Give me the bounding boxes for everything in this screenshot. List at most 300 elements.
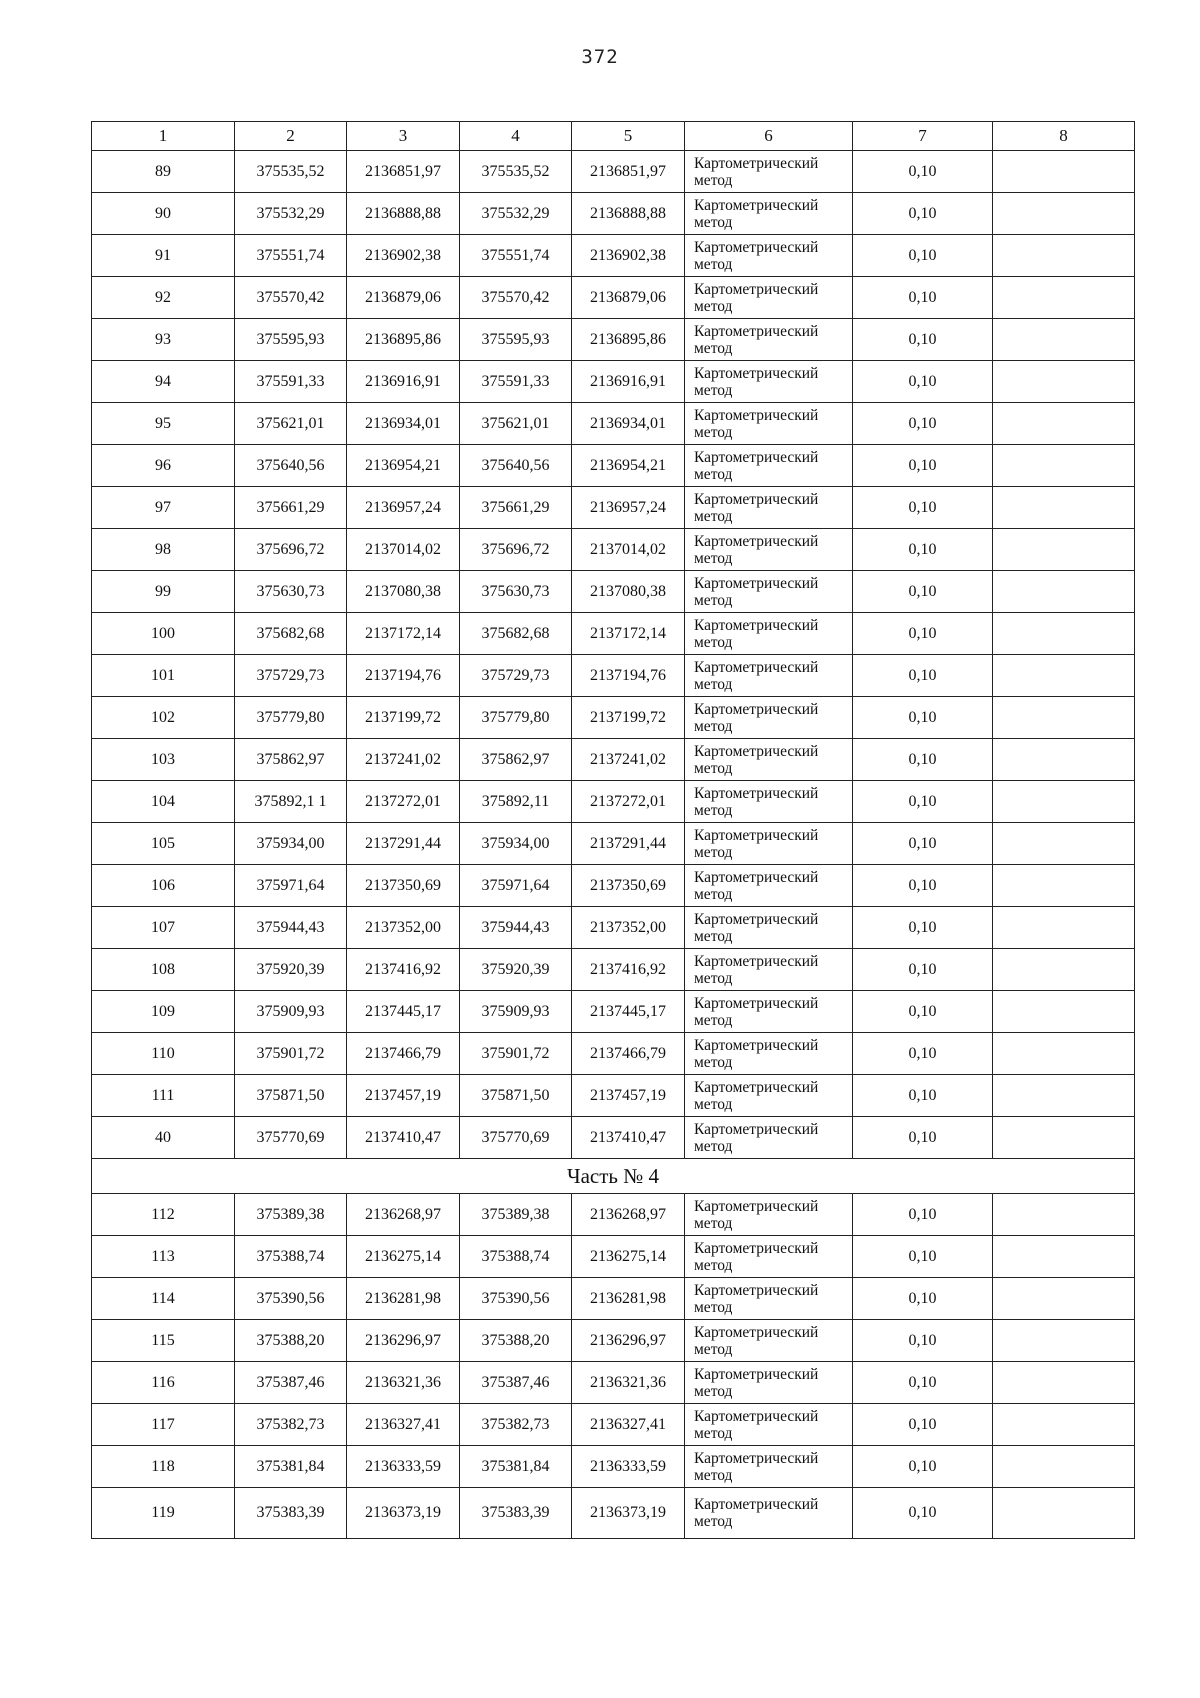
- point-number-cell: 116: [92, 1362, 235, 1404]
- notes-cell: [993, 655, 1135, 697]
- method-cell: Картометрический метод: [685, 1320, 853, 1362]
- point-number-cell: 93: [92, 319, 235, 361]
- y-coordinate-cell: 2136851,97: [347, 151, 460, 193]
- y-coordinate-cell: 2136275,14: [347, 1236, 460, 1278]
- x-coordinate-cell: 375971,64: [235, 865, 347, 907]
- notes-cell: [993, 1033, 1135, 1075]
- notes-cell: [993, 445, 1135, 487]
- y-coordinate-cell: 2136916,91: [572, 361, 685, 403]
- x-coordinate-cell: 375387,46: [460, 1362, 572, 1404]
- y-coordinate-cell: 2137241,02: [572, 739, 685, 781]
- accuracy-cell: 0,10: [853, 655, 993, 697]
- accuracy-cell: 0,10: [853, 361, 993, 403]
- point-number-cell: 104: [92, 781, 235, 823]
- coordinates-table: [91, 121, 1135, 1539]
- notes-cell: [993, 487, 1135, 529]
- point-number-cell: 91: [92, 235, 235, 277]
- x-coordinate-cell: 375389,38: [235, 1194, 347, 1236]
- page-number: 372: [581, 46, 619, 68]
- method-cell: Картометрический метод: [685, 487, 853, 529]
- notes-cell: [993, 235, 1135, 277]
- table-row: [92, 1075, 1135, 1117]
- y-coordinate-cell: 2137416,92: [572, 949, 685, 991]
- x-coordinate-cell: 375682,68: [235, 613, 347, 655]
- method-cell: Картометрический метод: [685, 865, 853, 907]
- notes-cell: [993, 865, 1135, 907]
- table-row: [92, 991, 1135, 1033]
- point-number-cell: 114: [92, 1278, 235, 1320]
- x-coordinate-cell: 375551,74: [235, 235, 347, 277]
- y-coordinate-cell: 2137291,44: [572, 823, 685, 865]
- x-coordinate-cell: 375388,20: [235, 1320, 347, 1362]
- table-row: [92, 1117, 1135, 1159]
- x-coordinate-cell: 375920,39: [460, 949, 572, 991]
- point-number-cell: 102: [92, 697, 235, 739]
- x-coordinate-cell: 375389,38: [460, 1194, 572, 1236]
- method-cell: Картометрический метод: [685, 1236, 853, 1278]
- x-coordinate-cell: 375383,39: [235, 1488, 347, 1539]
- table-row: [92, 865, 1135, 907]
- method-cell: Картометрический метод: [685, 655, 853, 697]
- y-coordinate-cell: 2137352,00: [572, 907, 685, 949]
- table-row: [92, 823, 1135, 865]
- x-coordinate-cell: 375551,74: [460, 235, 572, 277]
- x-coordinate-cell: 375944,43: [460, 907, 572, 949]
- point-number-cell: 108: [92, 949, 235, 991]
- x-coordinate-cell: 375570,42: [235, 277, 347, 319]
- y-coordinate-cell: 2136895,86: [572, 319, 685, 361]
- y-coordinate-cell: 2137080,38: [347, 571, 460, 613]
- column-header: 3: [347, 122, 460, 151]
- y-coordinate-cell: 2136954,21: [572, 445, 685, 487]
- notes-cell: [993, 907, 1135, 949]
- notes-cell: [993, 151, 1135, 193]
- x-coordinate-cell: 375779,80: [235, 697, 347, 739]
- accuracy-cell: 0,10: [853, 529, 993, 571]
- accuracy-cell: 0,10: [853, 403, 993, 445]
- table-row: [92, 1236, 1135, 1278]
- point-number-cell: 40: [92, 1117, 235, 1159]
- y-coordinate-cell: 2136333,59: [347, 1446, 460, 1488]
- table-row: [92, 613, 1135, 655]
- y-coordinate-cell: 2136895,86: [347, 319, 460, 361]
- method-cell: Картометрический метод: [685, 319, 853, 361]
- notes-cell: [993, 403, 1135, 445]
- x-coordinate-cell: 375901,72: [460, 1033, 572, 1075]
- accuracy-cell: 0,10: [853, 1236, 993, 1278]
- method-cell: Картометрический метод: [685, 1194, 853, 1236]
- y-coordinate-cell: 2136268,97: [572, 1194, 685, 1236]
- point-number-cell: 110: [92, 1033, 235, 1075]
- method-cell: Картометрический метод: [685, 1446, 853, 1488]
- point-number-cell: 115: [92, 1320, 235, 1362]
- y-coordinate-cell: 2136957,24: [572, 487, 685, 529]
- accuracy-cell: 0,10: [853, 1362, 993, 1404]
- x-coordinate-cell: 375388,74: [460, 1236, 572, 1278]
- notes-cell: [993, 193, 1135, 235]
- method-cell: Картометрический метод: [685, 445, 853, 487]
- x-coordinate-cell: 375944,43: [235, 907, 347, 949]
- notes-cell: [993, 1362, 1135, 1404]
- y-coordinate-cell: 2137457,19: [347, 1075, 460, 1117]
- y-coordinate-cell: 2137199,72: [572, 697, 685, 739]
- point-number-cell: 97: [92, 487, 235, 529]
- method-cell: Картометрический метод: [685, 1488, 853, 1539]
- table-row: [92, 1404, 1135, 1446]
- y-coordinate-cell: 2137350,69: [572, 865, 685, 907]
- y-coordinate-cell: 2137194,76: [347, 655, 460, 697]
- accuracy-cell: 0,10: [853, 865, 993, 907]
- table-body: [92, 122, 1135, 1539]
- x-coordinate-cell: 375621,01: [460, 403, 572, 445]
- y-coordinate-cell: 2136327,41: [572, 1404, 685, 1446]
- table-row: [92, 571, 1135, 613]
- notes-cell: [993, 781, 1135, 823]
- table-row: [92, 781, 1135, 823]
- table-row: [92, 529, 1135, 571]
- accuracy-cell: 0,10: [853, 613, 993, 655]
- notes-cell: [993, 613, 1135, 655]
- point-number-cell: 100: [92, 613, 235, 655]
- x-coordinate-cell: 375535,52: [235, 151, 347, 193]
- y-coordinate-cell: 2137172,14: [572, 613, 685, 655]
- y-coordinate-cell: 2136954,21: [347, 445, 460, 487]
- method-cell: Картометрический метод: [685, 907, 853, 949]
- method-cell: Картометрический метод: [685, 571, 853, 613]
- point-number-cell: 96: [92, 445, 235, 487]
- x-coordinate-cell: 375682,68: [460, 613, 572, 655]
- notes-cell: [993, 991, 1135, 1033]
- point-number-cell: 118: [92, 1446, 235, 1488]
- table-row: [92, 1194, 1135, 1236]
- column-header: 5: [572, 122, 685, 151]
- point-number-cell: 105: [92, 823, 235, 865]
- y-coordinate-cell: 2136327,41: [347, 1404, 460, 1446]
- x-coordinate-cell: 375390,56: [235, 1278, 347, 1320]
- point-number-cell: 99: [92, 571, 235, 613]
- table-row: [92, 151, 1135, 193]
- y-coordinate-cell: 2137410,47: [347, 1117, 460, 1159]
- point-number-cell: 111: [92, 1075, 235, 1117]
- method-cell: Картометрический метод: [685, 739, 853, 781]
- point-number-cell: 95: [92, 403, 235, 445]
- y-coordinate-cell: 2136934,01: [347, 403, 460, 445]
- notes-cell: [993, 739, 1135, 781]
- column-header: 6: [685, 122, 853, 151]
- method-cell: Картометрический метод: [685, 697, 853, 739]
- x-coordinate-cell: 375971,64: [460, 865, 572, 907]
- method-cell: Картометрический метод: [685, 1362, 853, 1404]
- notes-cell: [993, 1117, 1135, 1159]
- notes-cell: [993, 697, 1135, 739]
- accuracy-cell: 0,10: [853, 907, 993, 949]
- y-coordinate-cell: 2136281,98: [572, 1278, 685, 1320]
- point-number-cell: 103: [92, 739, 235, 781]
- method-cell: Картометрический метод: [685, 403, 853, 445]
- x-coordinate-cell: 375901,72: [235, 1033, 347, 1075]
- x-coordinate-cell: 375630,73: [235, 571, 347, 613]
- x-coordinate-cell: 375770,69: [235, 1117, 347, 1159]
- x-coordinate-cell: 375892,11: [460, 781, 572, 823]
- point-number-cell: 113: [92, 1236, 235, 1278]
- table-row: [92, 949, 1135, 991]
- table-row: [92, 655, 1135, 697]
- x-coordinate-cell: 375390,56: [460, 1278, 572, 1320]
- y-coordinate-cell: 2137410,47: [572, 1117, 685, 1159]
- column-header: 8: [993, 122, 1135, 151]
- accuracy-cell: 0,10: [853, 1404, 993, 1446]
- notes-cell: [993, 1278, 1135, 1320]
- accuracy-cell: 0,10: [853, 445, 993, 487]
- x-coordinate-cell: 375640,56: [460, 445, 572, 487]
- notes-cell: [993, 1320, 1135, 1362]
- method-cell: Картометрический метод: [685, 949, 853, 991]
- table-row: [92, 193, 1135, 235]
- point-number-cell: 90: [92, 193, 235, 235]
- column-header: 4: [460, 122, 572, 151]
- notes-cell: [993, 1446, 1135, 1488]
- section-heading-row: [92, 1159, 1135, 1194]
- y-coordinate-cell: 2137172,14: [347, 613, 460, 655]
- y-coordinate-cell: 2137272,01: [347, 781, 460, 823]
- x-coordinate-cell: 375382,73: [235, 1404, 347, 1446]
- y-coordinate-cell: 2137291,44: [347, 823, 460, 865]
- accuracy-cell: 0,10: [853, 1033, 993, 1075]
- method-cell: Картометрический метод: [685, 1075, 853, 1117]
- point-number-cell: 98: [92, 529, 235, 571]
- table-row: [92, 739, 1135, 781]
- y-coordinate-cell: 2136888,88: [572, 193, 685, 235]
- point-number-cell: 119: [92, 1488, 235, 1539]
- method-cell: Картометрический метод: [685, 1117, 853, 1159]
- x-coordinate-cell: 375595,93: [235, 319, 347, 361]
- x-coordinate-cell: 375909,93: [235, 991, 347, 1033]
- table-row: [92, 697, 1135, 739]
- accuracy-cell: 0,10: [853, 1117, 993, 1159]
- x-coordinate-cell: 375595,93: [460, 319, 572, 361]
- accuracy-cell: 0,10: [853, 823, 993, 865]
- table-row: [92, 403, 1135, 445]
- accuracy-cell: 0,10: [853, 949, 993, 991]
- x-coordinate-cell: 375696,72: [235, 529, 347, 571]
- x-coordinate-cell: 375383,39: [460, 1488, 572, 1539]
- method-cell: Картометрический метод: [685, 1404, 853, 1446]
- y-coordinate-cell: 2136373,19: [572, 1488, 685, 1539]
- x-coordinate-cell: 375696,72: [460, 529, 572, 571]
- table-row: [92, 445, 1135, 487]
- y-coordinate-cell: 2137416,92: [347, 949, 460, 991]
- accuracy-cell: 0,10: [853, 571, 993, 613]
- y-coordinate-cell: 2136268,97: [347, 1194, 460, 1236]
- accuracy-cell: 0,10: [853, 1488, 993, 1539]
- x-coordinate-cell: 375934,00: [460, 823, 572, 865]
- accuracy-cell: 0,10: [853, 319, 993, 361]
- notes-cell: [993, 1075, 1135, 1117]
- x-coordinate-cell: 375532,29: [460, 193, 572, 235]
- x-coordinate-cell: 375381,84: [235, 1446, 347, 1488]
- x-coordinate-cell: 375729,73: [235, 655, 347, 697]
- table-row: [92, 361, 1135, 403]
- x-coordinate-cell: 375591,33: [460, 361, 572, 403]
- accuracy-cell: 0,10: [853, 1194, 993, 1236]
- y-coordinate-cell: 2137466,79: [572, 1033, 685, 1075]
- y-coordinate-cell: 2137194,76: [572, 655, 685, 697]
- x-coordinate-cell: 375892,1 1: [235, 781, 347, 823]
- y-coordinate-cell: 2137352,00: [347, 907, 460, 949]
- x-coordinate-cell: 375661,29: [235, 487, 347, 529]
- y-coordinate-cell: 2136902,38: [347, 235, 460, 277]
- table-row: [92, 235, 1135, 277]
- x-coordinate-cell: 375661,29: [460, 487, 572, 529]
- point-number-cell: 92: [92, 277, 235, 319]
- method-cell: Картометрический метод: [685, 277, 853, 319]
- point-number-cell: 106: [92, 865, 235, 907]
- y-coordinate-cell: 2137241,02: [347, 739, 460, 781]
- point-number-cell: 107: [92, 907, 235, 949]
- y-coordinate-cell: 2136296,97: [347, 1320, 460, 1362]
- y-coordinate-cell: 2137014,02: [347, 529, 460, 571]
- x-coordinate-cell: 375621,01: [235, 403, 347, 445]
- notes-cell: [993, 529, 1135, 571]
- accuracy-cell: 0,10: [853, 781, 993, 823]
- y-coordinate-cell: 2136934,01: [572, 403, 685, 445]
- x-coordinate-cell: 375388,74: [235, 1236, 347, 1278]
- method-cell: Картометрический метод: [685, 823, 853, 865]
- method-cell: Картометрический метод: [685, 529, 853, 571]
- method-cell: Картометрический метод: [685, 193, 853, 235]
- x-coordinate-cell: 375729,73: [460, 655, 572, 697]
- method-cell: Картометрический метод: [685, 1278, 853, 1320]
- accuracy-cell: 0,10: [853, 151, 993, 193]
- x-coordinate-cell: 375630,73: [460, 571, 572, 613]
- method-cell: Картометрический метод: [685, 781, 853, 823]
- section-heading: Часть № 4: [92, 1159, 1135, 1194]
- x-coordinate-cell: 375871,50: [460, 1075, 572, 1117]
- y-coordinate-cell: 2136281,98: [347, 1278, 460, 1320]
- point-number-cell: 101: [92, 655, 235, 697]
- x-coordinate-cell: 375862,97: [460, 739, 572, 781]
- y-coordinate-cell: 2136902,38: [572, 235, 685, 277]
- x-coordinate-cell: 375770,69: [460, 1117, 572, 1159]
- x-coordinate-cell: 375909,93: [460, 991, 572, 1033]
- accuracy-cell: 0,10: [853, 739, 993, 781]
- y-coordinate-cell: 2136321,36: [347, 1362, 460, 1404]
- method-cell: Картометрический метод: [685, 361, 853, 403]
- point-number-cell: 109: [92, 991, 235, 1033]
- x-coordinate-cell: 375779,80: [460, 697, 572, 739]
- accuracy-cell: 0,10: [853, 1320, 993, 1362]
- accuracy-cell: 0,10: [853, 487, 993, 529]
- x-coordinate-cell: 375381,84: [460, 1446, 572, 1488]
- y-coordinate-cell: 2136879,06: [347, 277, 460, 319]
- table-row: [92, 487, 1135, 529]
- x-coordinate-cell: 375535,52: [460, 151, 572, 193]
- column-header: 1: [92, 122, 235, 151]
- x-coordinate-cell: 375862,97: [235, 739, 347, 781]
- x-coordinate-cell: 375382,73: [460, 1404, 572, 1446]
- accuracy-cell: 0,10: [853, 277, 993, 319]
- x-coordinate-cell: 375532,29: [235, 193, 347, 235]
- x-coordinate-cell: 375570,42: [460, 277, 572, 319]
- table-row: [92, 907, 1135, 949]
- x-coordinate-cell: 375640,56: [235, 445, 347, 487]
- x-coordinate-cell: 375871,50: [235, 1075, 347, 1117]
- notes-cell: [993, 319, 1135, 361]
- table-row: [92, 319, 1135, 361]
- y-coordinate-cell: 2136957,24: [347, 487, 460, 529]
- notes-cell: [993, 1194, 1135, 1236]
- accuracy-cell: 0,10: [853, 697, 993, 739]
- accuracy-cell: 0,10: [853, 193, 993, 235]
- table-row: [92, 1446, 1135, 1488]
- y-coordinate-cell: 2136888,88: [347, 193, 460, 235]
- y-coordinate-cell: 2136879,06: [572, 277, 685, 319]
- y-coordinate-cell: 2137457,19: [572, 1075, 685, 1117]
- notes-cell: [993, 277, 1135, 319]
- x-coordinate-cell: 375387,46: [235, 1362, 347, 1404]
- point-number-cell: 117: [92, 1404, 235, 1446]
- header-row: [92, 122, 1135, 151]
- notes-cell: [993, 823, 1135, 865]
- table-row: [92, 1488, 1135, 1539]
- point-number-cell: 94: [92, 361, 235, 403]
- notes-cell: [993, 1236, 1135, 1278]
- table-row: [92, 1320, 1135, 1362]
- table-row: [92, 277, 1135, 319]
- y-coordinate-cell: 2136916,91: [347, 361, 460, 403]
- y-coordinate-cell: 2137080,38: [572, 571, 685, 613]
- accuracy-cell: 0,10: [853, 991, 993, 1033]
- y-coordinate-cell: 2137014,02: [572, 529, 685, 571]
- accuracy-cell: 0,10: [853, 1075, 993, 1117]
- y-coordinate-cell: 2137466,79: [347, 1033, 460, 1075]
- x-coordinate-cell: 375934,00: [235, 823, 347, 865]
- y-coordinate-cell: 2137350,69: [347, 865, 460, 907]
- notes-cell: [993, 1404, 1135, 1446]
- y-coordinate-cell: 2136296,97: [572, 1320, 685, 1362]
- table-row: [92, 1033, 1135, 1075]
- notes-cell: [993, 1488, 1135, 1539]
- notes-cell: [993, 361, 1135, 403]
- y-coordinate-cell: 2136275,14: [572, 1236, 685, 1278]
- y-coordinate-cell: 2137445,17: [572, 991, 685, 1033]
- table-row: [92, 1362, 1135, 1404]
- method-cell: Картометрический метод: [685, 151, 853, 193]
- column-header: 7: [853, 122, 993, 151]
- y-coordinate-cell: 2136321,36: [572, 1362, 685, 1404]
- accuracy-cell: 0,10: [853, 1278, 993, 1320]
- point-number-cell: 89: [92, 151, 235, 193]
- accuracy-cell: 0,10: [853, 1446, 993, 1488]
- column-header: 2: [235, 122, 347, 151]
- point-number-cell: 112: [92, 1194, 235, 1236]
- y-coordinate-cell: 2137272,01: [572, 781, 685, 823]
- y-coordinate-cell: 2137199,72: [347, 697, 460, 739]
- accuracy-cell: 0,10: [853, 235, 993, 277]
- method-cell: Картометрический метод: [685, 235, 853, 277]
- y-coordinate-cell: 2136373,19: [347, 1488, 460, 1539]
- notes-cell: [993, 571, 1135, 613]
- method-cell: Картометрический метод: [685, 991, 853, 1033]
- x-coordinate-cell: 375920,39: [235, 949, 347, 991]
- x-coordinate-cell: 375388,20: [460, 1320, 572, 1362]
- notes-cell: [993, 949, 1135, 991]
- y-coordinate-cell: 2136851,97: [572, 151, 685, 193]
- table-row: [92, 1278, 1135, 1320]
- y-coordinate-cell: 2137445,17: [347, 991, 460, 1033]
- method-cell: Картометрический метод: [685, 1033, 853, 1075]
- x-coordinate-cell: 375591,33: [235, 361, 347, 403]
